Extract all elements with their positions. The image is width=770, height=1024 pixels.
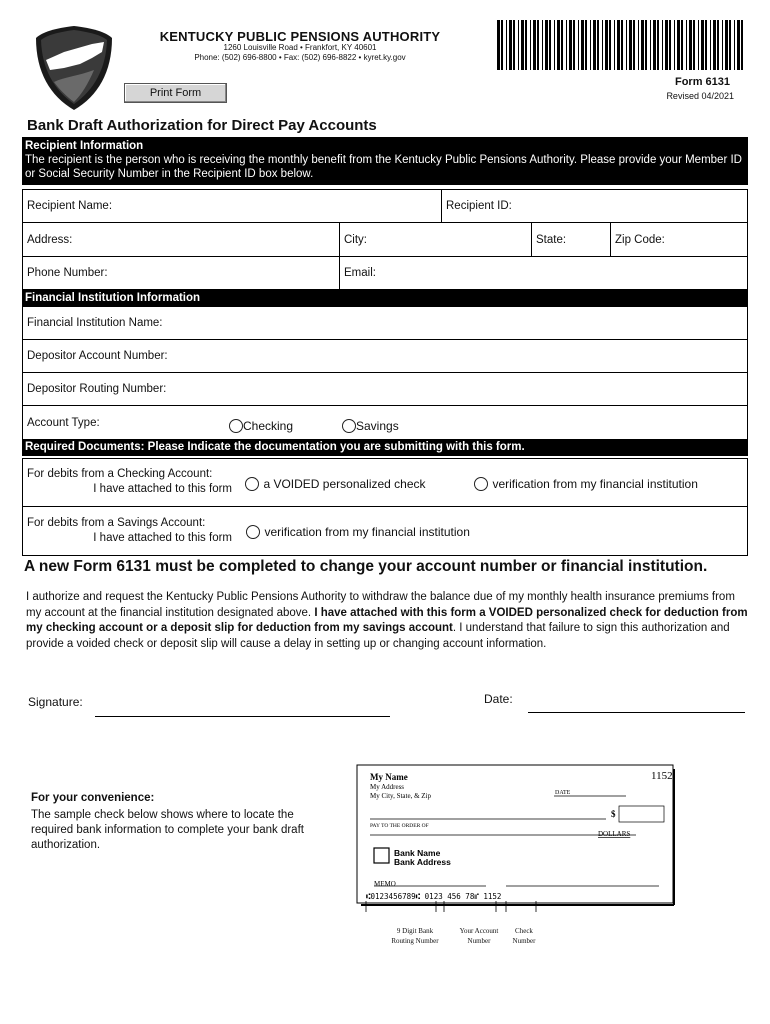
checking-radio[interactable] xyxy=(229,419,243,433)
revised-date: Revised 04/2021 xyxy=(666,91,734,101)
checkno-caption-2: Number xyxy=(512,937,536,945)
voided-check-label: a VOIDED personalized check xyxy=(263,477,426,491)
checkno-caption-1: Check xyxy=(515,927,533,935)
page-title: Bank Draft Authorization for Direct Pay Accounts xyxy=(27,117,377,134)
check-pay-to: PAY TO THE ORDER OF xyxy=(370,823,429,829)
check-dollar-sign: $ xyxy=(611,809,616,819)
print-form-button[interactable]: Print Form xyxy=(124,83,227,103)
verification-checking-option[interactable] xyxy=(474,475,698,493)
authorization-paragraph xyxy=(26,590,748,652)
voided-check-radio[interactable] xyxy=(245,477,259,491)
verification-savings-radio[interactable] xyxy=(246,525,260,539)
recipient-info-header xyxy=(22,137,748,185)
checking-option[interactable] xyxy=(229,417,293,435)
account-type-label: Account Type: xyxy=(27,416,100,429)
check-name: My Name xyxy=(370,772,408,782)
check-memo-label: MEMO xyxy=(374,880,396,888)
institution-name-field[interactable] xyxy=(22,306,748,340)
phone-field[interactable] xyxy=(22,256,340,290)
auth-part1: I authorize and request the Kentucky Public Pensions Authority to withdraw the balance due of my monthly health insurance premiums from my account at the financial institution designated above. xyxy=(26,591,735,619)
convenience-text: The sample check below shows where to locate the required bank information to complete your bank draft authorization. xyxy=(31,809,304,851)
account-caption-1: Your Account xyxy=(459,927,499,935)
auth-part2: I have attached with this form a VOIDED personalized check for deduction from my checking account or a deposit slip for deduction from my savings account xyxy=(26,606,748,634)
checkno-caption xyxy=(496,926,552,946)
required-documents-header: Required Documents: Please Indicate the documentation you are submitting with this form. xyxy=(22,439,748,456)
checking-instruction xyxy=(27,467,232,497)
convenience-title: For your convenience: xyxy=(31,792,155,804)
verification-savings-option[interactable] xyxy=(246,523,470,541)
city-label: City: xyxy=(344,233,367,246)
documents-divider xyxy=(22,506,748,507)
recipient-description: The recipient is the person who is receiving the monthly benefit from the Kentucky Public Pensions Authority. Please provide your Member ID or Social Security Number in the Recipient ID box below. xyxy=(25,154,742,180)
address-label: Address: xyxy=(27,233,73,246)
savings-option[interactable] xyxy=(342,417,399,435)
recipient-name-field[interactable] xyxy=(22,189,442,223)
email-label: Email: xyxy=(344,267,376,279)
account-caption-2: Number xyxy=(467,937,491,945)
check-address: My Address xyxy=(370,783,405,791)
signature-line[interactable] xyxy=(95,716,390,717)
new-form-notice: A new Form 6131 must be completed to change your account number or financial institution. xyxy=(24,558,708,575)
routing-number-field[interactable] xyxy=(22,372,748,406)
account-number-field[interactable] xyxy=(22,339,748,373)
checking-label: Checking xyxy=(243,419,294,433)
agency-contact: Phone: (502) 696-8800 • Fax: (502) 696-8822 • kyret.ky.gov xyxy=(194,53,406,62)
savings-instruction-line2: I have attached to this form xyxy=(93,532,232,544)
check-date-label: DATE xyxy=(555,790,571,796)
agency-name: KENTUCKY PUBLIC PENSIONS AUTHORITY xyxy=(159,29,441,44)
recipient-heading: Recipient Information xyxy=(25,140,144,152)
recipient-id-label: Recipient ID: xyxy=(446,200,512,212)
auth-part3: . I understand that failure to sign this authorization and provide a voided check or deposit slip will cause a delay in setting up or changing account information. xyxy=(26,622,730,650)
sample-check xyxy=(356,764,676,912)
routing-caption-1: 9 Digit Bank xyxy=(396,927,434,935)
recipient-id-field[interactable] xyxy=(441,189,748,223)
recipient-name-label: Recipient Name: xyxy=(27,200,113,212)
check-city: My City, State, & Zip xyxy=(370,792,431,800)
address-field[interactable] xyxy=(22,222,340,257)
barcode xyxy=(495,18,749,72)
verification-savings-label: verification from my financial institution xyxy=(264,525,470,539)
savings-instruction-line1: For debits from a Savings Account: xyxy=(27,517,206,529)
date-line[interactable] xyxy=(528,712,745,713)
check-number: 1152 xyxy=(651,770,673,782)
check-bank-address: Bank Address xyxy=(394,857,451,867)
routing-number-label: Depositor Routing Number: xyxy=(27,383,167,395)
form-number: Form 6131 xyxy=(674,76,730,88)
voided-check-option[interactable] xyxy=(245,475,426,493)
routing-caption-2: Routing Number xyxy=(391,937,439,945)
check-micr-line: ⑆0123456789⑆ 0123 456 78⑈ 1152 xyxy=(366,892,502,901)
financial-info-header: Financial Institution Information xyxy=(22,290,748,306)
savings-label: Savings xyxy=(356,419,399,433)
signature-label: Signature: xyxy=(28,695,83,709)
verification-checking-label: verification from my financial institution xyxy=(492,477,698,491)
checking-instruction-line1: For debits from a Checking Account: xyxy=(27,468,213,480)
zip-label: Zip Code: xyxy=(615,233,665,246)
date-label: Date: xyxy=(484,692,513,706)
phone-label: Phone Number: xyxy=(27,267,108,279)
state-label: State: xyxy=(536,233,567,246)
check-bank-name: Bank Name xyxy=(394,848,441,858)
zip-field[interactable] xyxy=(610,222,748,257)
state-field[interactable] xyxy=(531,222,611,257)
verification-checking-radio[interactable] xyxy=(474,477,488,491)
savings-instruction xyxy=(27,516,232,546)
savings-radio[interactable] xyxy=(342,419,356,433)
kppa-logo xyxy=(34,22,114,112)
check-dollars-label: DOLLARS xyxy=(598,830,631,838)
checking-instruction-line2: I have attached to this form xyxy=(93,483,232,495)
agency-address: 1260 Louisville Road • Frankfort, KY 40601 xyxy=(223,43,377,52)
email-field[interactable] xyxy=(339,256,748,290)
city-field[interactable] xyxy=(339,222,532,257)
institution-name-label: Financial Institution Name: xyxy=(27,317,163,329)
account-number-label: Depositor Account Number: xyxy=(27,350,168,362)
